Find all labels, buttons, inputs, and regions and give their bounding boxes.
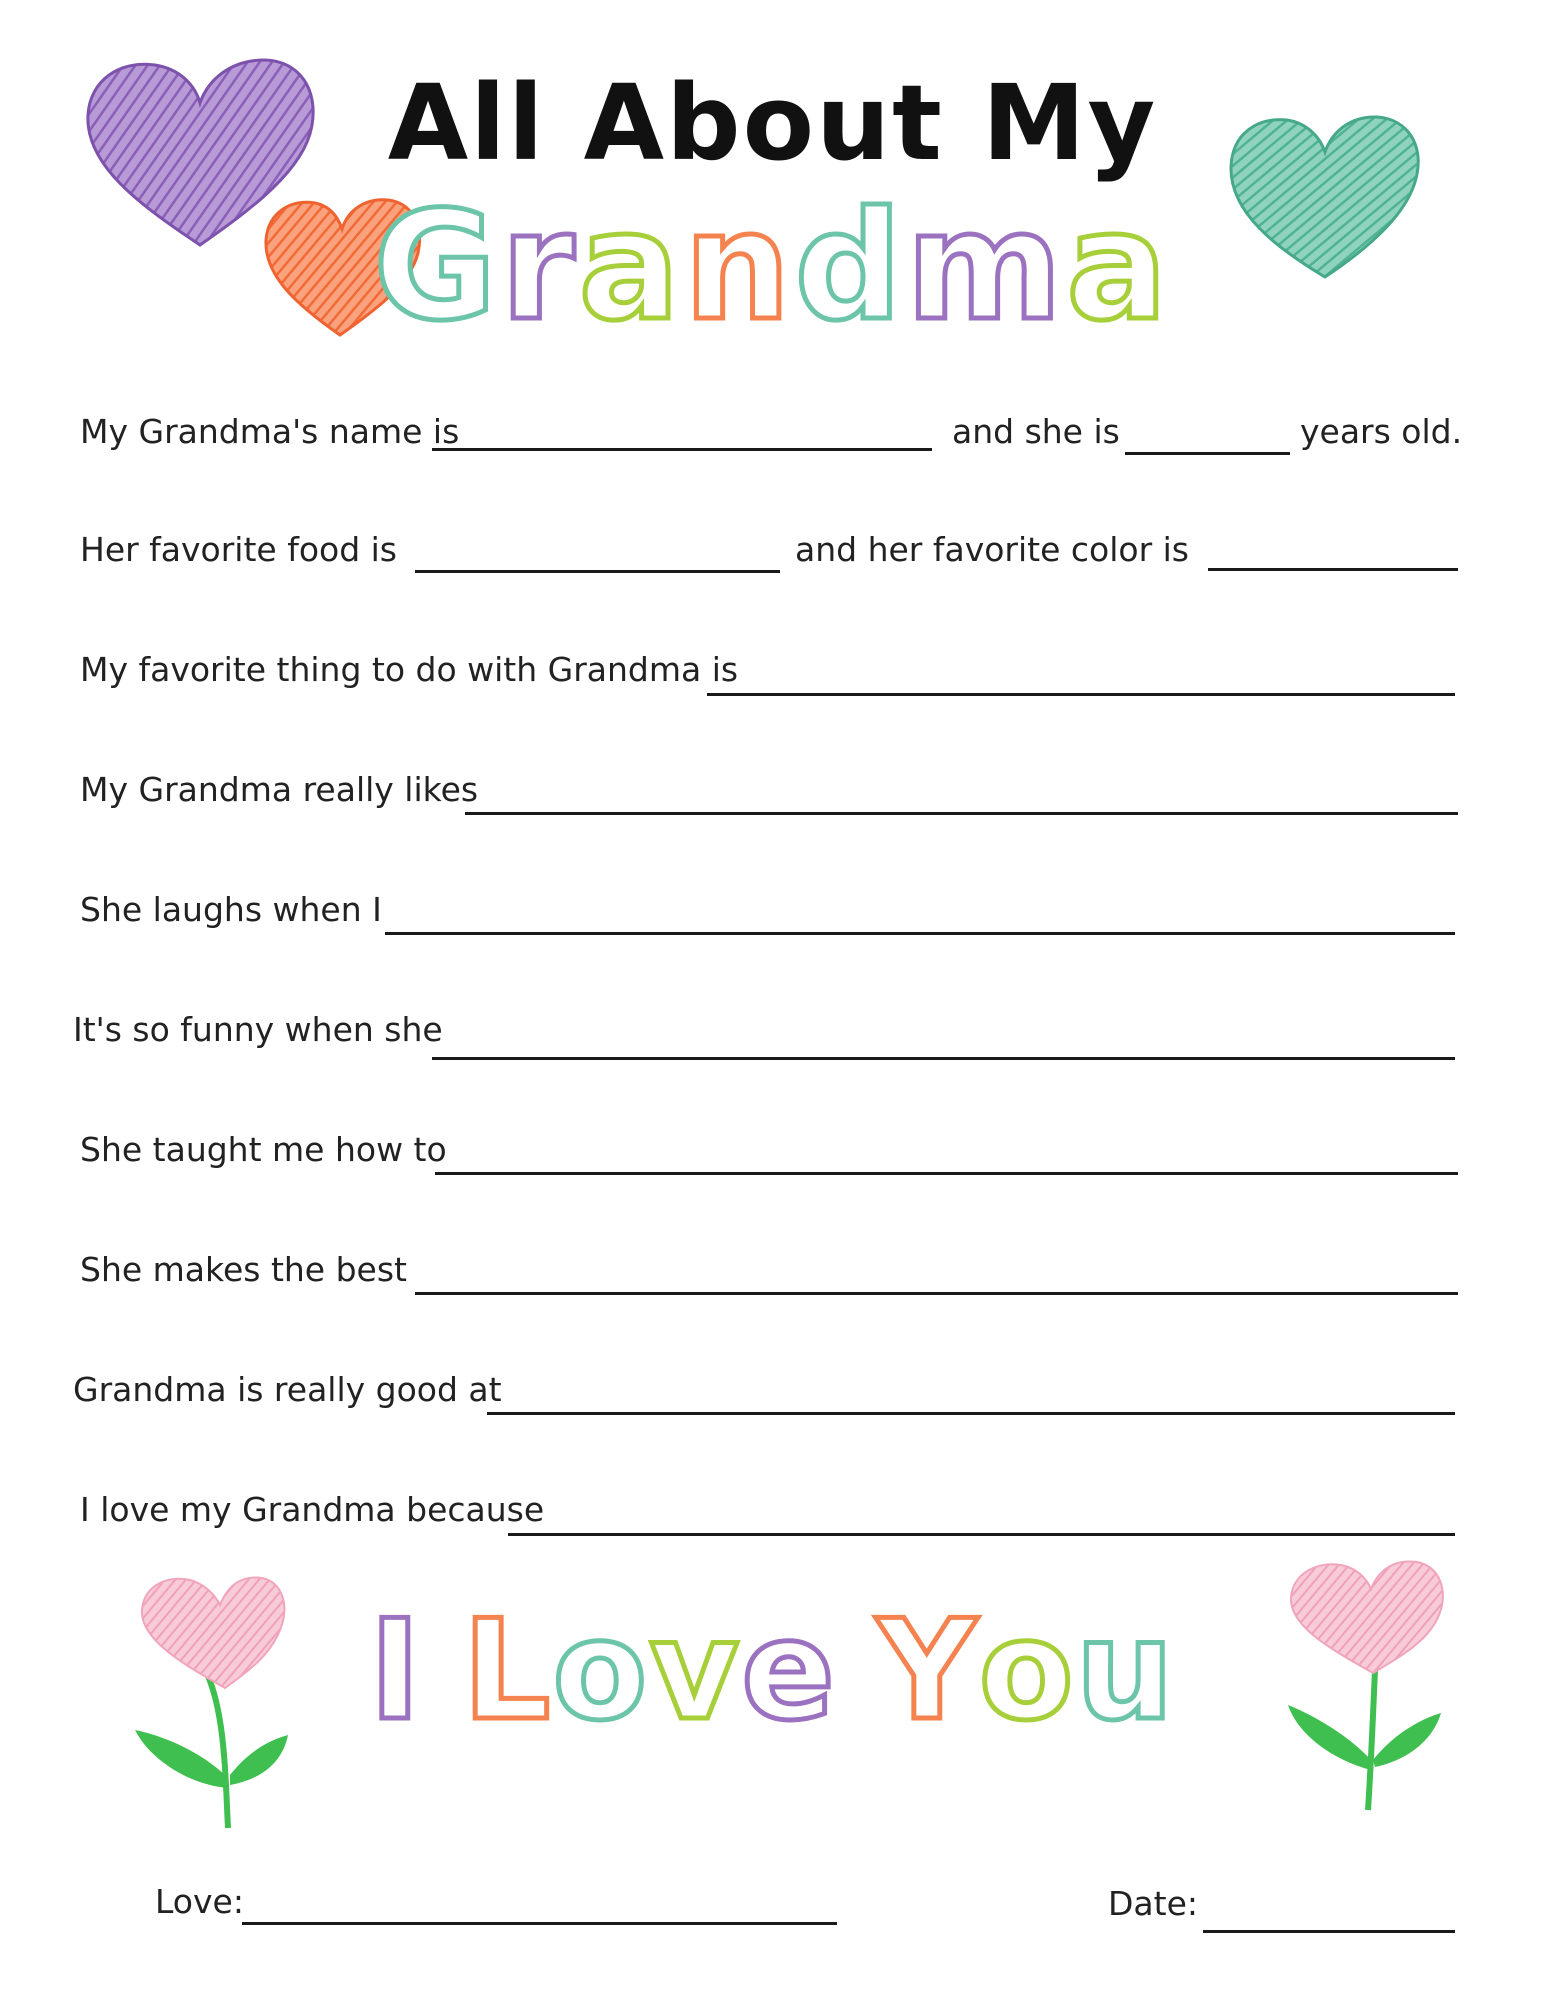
favorite-color-blank[interactable] [1208,568,1458,571]
i-love-you-letter [837,1590,877,1751]
favorite-food-blank[interactable] [415,570,780,573]
makes-best-blank[interactable] [415,1292,1458,1295]
grandma-letter: m [905,180,1067,354]
date-label: Date: [1108,1884,1198,1923]
i-love-you-title [0,1590,1545,1751]
prompt-favorite-thing: My favorite thing to do with Grandma is [80,650,739,689]
page-title: All About My [387,62,1158,184]
grandma-letter: a [578,180,684,354]
laughs-when-blank[interactable] [385,932,1455,935]
prompt-taught-me: She taught me how to [80,1130,447,1169]
prompt-favorite-color: and her favorite color is [795,530,1189,569]
really-likes-blank[interactable] [465,812,1458,815]
i-love-you-letter: o [978,1590,1076,1751]
i-love-you-letter: I [369,1590,423,1751]
i-love-you-letter: e [741,1590,837,1751]
taught-me-blank[interactable] [435,1172,1458,1175]
prompt-makes-best: She makes the best [80,1250,407,1289]
i-love-you-letter: v [649,1590,742,1751]
funny-when-blank[interactable] [432,1057,1455,1060]
name-blank[interactable] [432,448,932,451]
favorite-thing-blank[interactable] [707,693,1455,696]
grandma-letter: d [794,180,906,354]
love-because-blank[interactable] [508,1533,1455,1536]
prompt-funny-when: It's so funny when she [73,1010,443,1049]
good-at-blank[interactable] [487,1412,1455,1415]
love-signature-blank[interactable] [242,1922,837,1925]
age-blank[interactable] [1125,452,1290,455]
prompt-good-at: Grandma is really good at [73,1370,502,1409]
prompt-laughs-when: She laughs when I [80,890,382,929]
prompt-grandma-name: My Grandma's name is [80,412,460,451]
prompt-years-old: years old. [1300,412,1463,451]
i-love-you-letter: u [1075,1590,1176,1751]
prompt-favorite-food: Her favorite food is [80,530,397,569]
grandma-title [0,180,1545,354]
grandma-letter: n [683,180,795,354]
i-love-you-letter: Y [876,1590,979,1751]
i-love-you-letter: L [462,1590,553,1751]
prompt-really-likes: My Grandma really likes [80,770,479,809]
i-love-you-letter: o [552,1590,650,1751]
grandma-letter: r [500,180,579,354]
grandma-letter: a [1066,180,1172,354]
i-love-you-letter [423,1590,463,1751]
prompt-love-because: I love my Grandma because [80,1490,545,1529]
date-blank[interactable] [1203,1930,1455,1933]
prompt-age: and she is [952,412,1120,451]
grandma-letter: G [373,180,501,354]
love-label: Love: [155,1882,244,1921]
